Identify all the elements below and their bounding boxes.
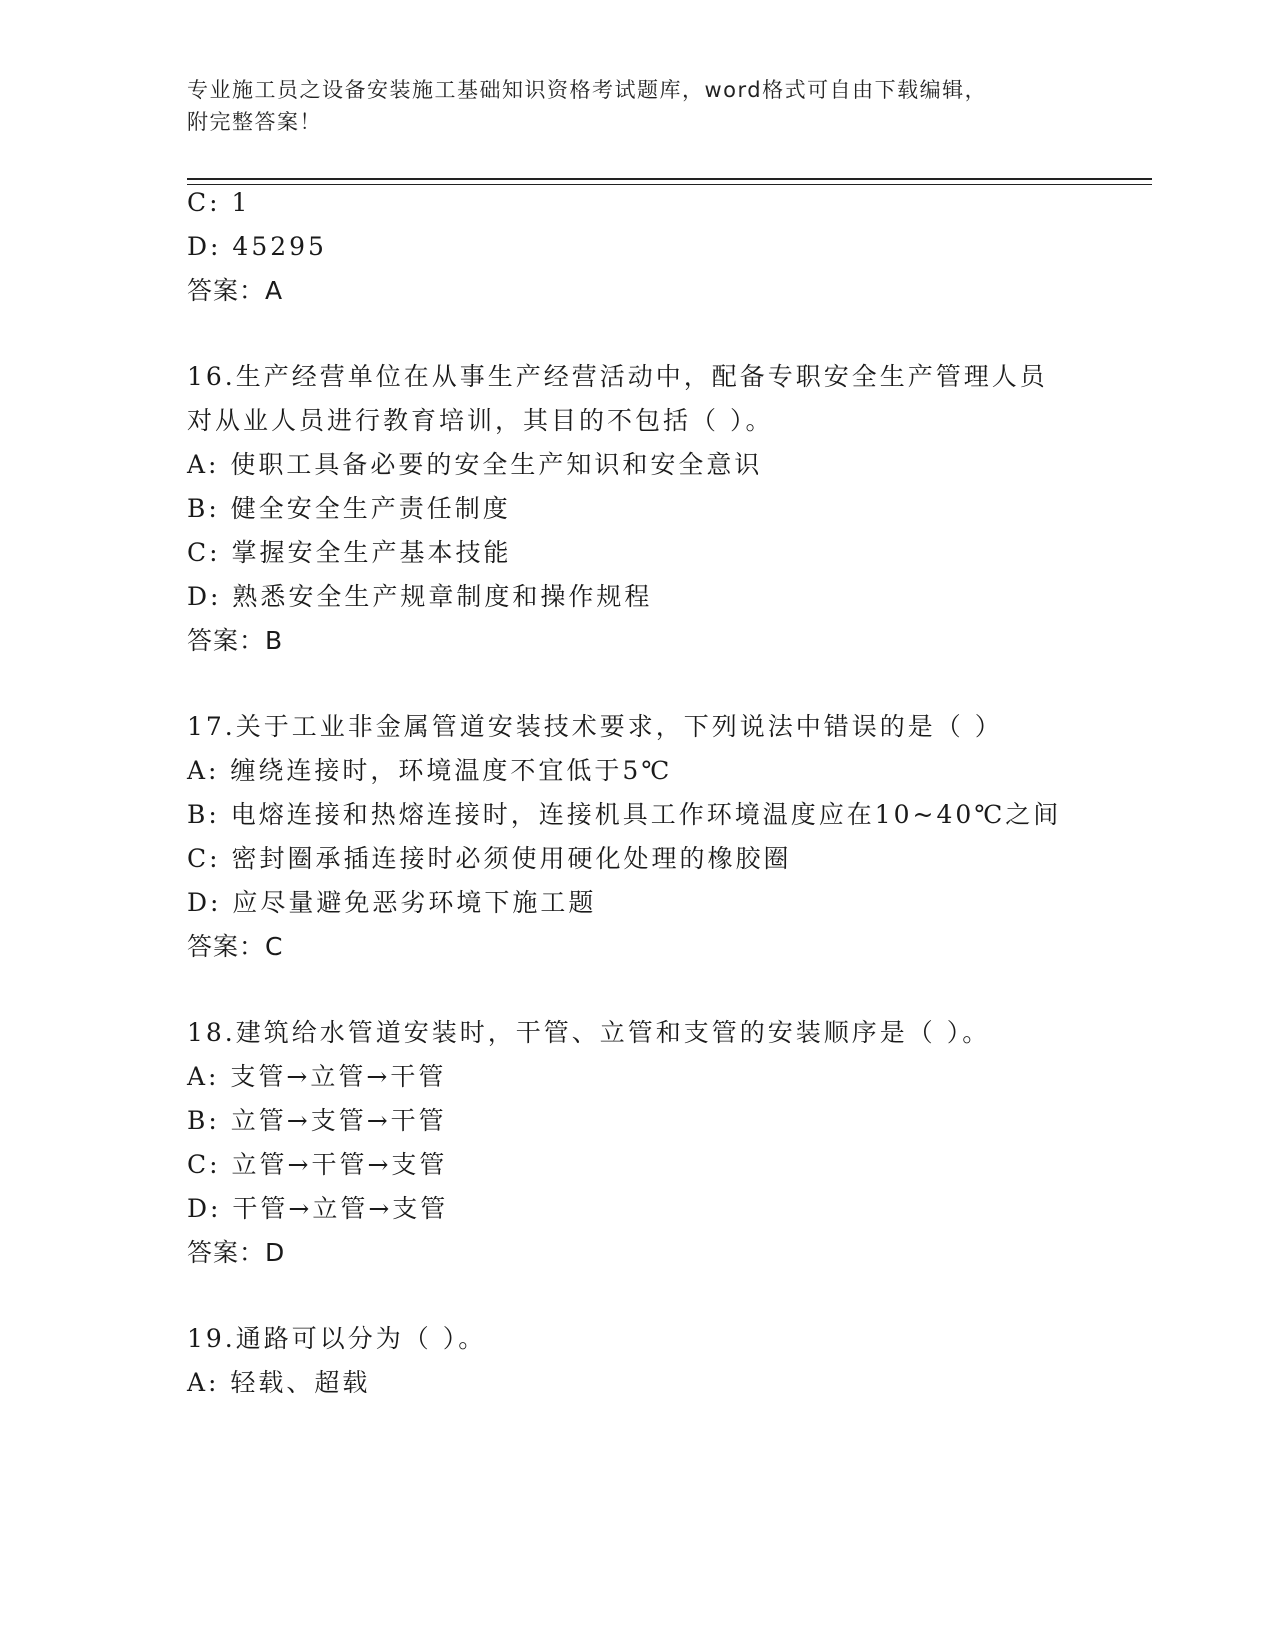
q19-option-a: A: 轻载、超载	[187, 1368, 371, 1397]
q17-option-d: D: 应尽量避免恶劣环境下施工题	[187, 888, 597, 917]
header-divider-thin	[187, 184, 1152, 185]
header-title-line-2: 附完整答案！	[187, 110, 322, 134]
q18-option-a: A: 支管→立管→干管	[187, 1062, 447, 1091]
q16-option-b: B: 健全安全生产责任制度	[187, 494, 511, 523]
header-title-line-1: 专业施工员之设备安装施工基础知识资格考试题库，word格式可自由下载编辑，	[187, 78, 988, 102]
q17-option-a: A: 缠绕连接时，环境温度不宜低于5℃	[187, 756, 673, 785]
q17-answer: 答案：C	[187, 932, 284, 961]
prev-answer: 答案：A	[187, 276, 284, 305]
q16-stem-line-1: 16.生产经营单位在从事生产经营活动中，配备专职安全生产管理人员	[187, 362, 1048, 391]
q16-answer: 答案：B	[187, 626, 284, 655]
q17-option-b: B: 电熔连接和热熔连接时，连接机具工作环境温度应在10~40℃之间	[187, 800, 1062, 829]
q19-stem-line-1: 19.通路可以分为（ ）。	[187, 1324, 487, 1353]
q18-answer: 答案：D	[187, 1238, 286, 1267]
q17-option-c: C: 密封圈承插连接时必须使用硬化处理的橡胶圈	[187, 844, 792, 873]
q18-option-b: B: 立管→支管→干管	[187, 1106, 447, 1135]
header-divider-thick	[187, 178, 1152, 180]
document-header	[187, 74, 1087, 138]
prev-option-c: C: 1	[187, 188, 251, 217]
q16-option-d: D: 熟悉安全生产规章制度和操作规程	[187, 582, 653, 611]
q18-option-c: C: 立管→干管→支管	[187, 1150, 448, 1179]
q18-option-d: D: 干管→立管→支管	[187, 1194, 449, 1223]
q17-stem-line-1: 17.关于工业非金属管道安装技术要求，下列说法中错误的是（ ）	[187, 712, 1003, 741]
q16-option-c: C: 掌握安全生产基本技能	[187, 538, 512, 567]
q18-stem-line-1: 18.建筑给水管道安装时，干管、立管和支管的安装顺序是（ ）。	[187, 1018, 991, 1047]
prev-option-d: D: 45295	[187, 232, 327, 261]
q16-stem-line-2: 对从业人员进行教育培训，其目的不包括（ ）。	[187, 406, 774, 435]
q16-option-a: A: 使职工具备必要的安全生产知识和安全意识	[187, 450, 763, 479]
